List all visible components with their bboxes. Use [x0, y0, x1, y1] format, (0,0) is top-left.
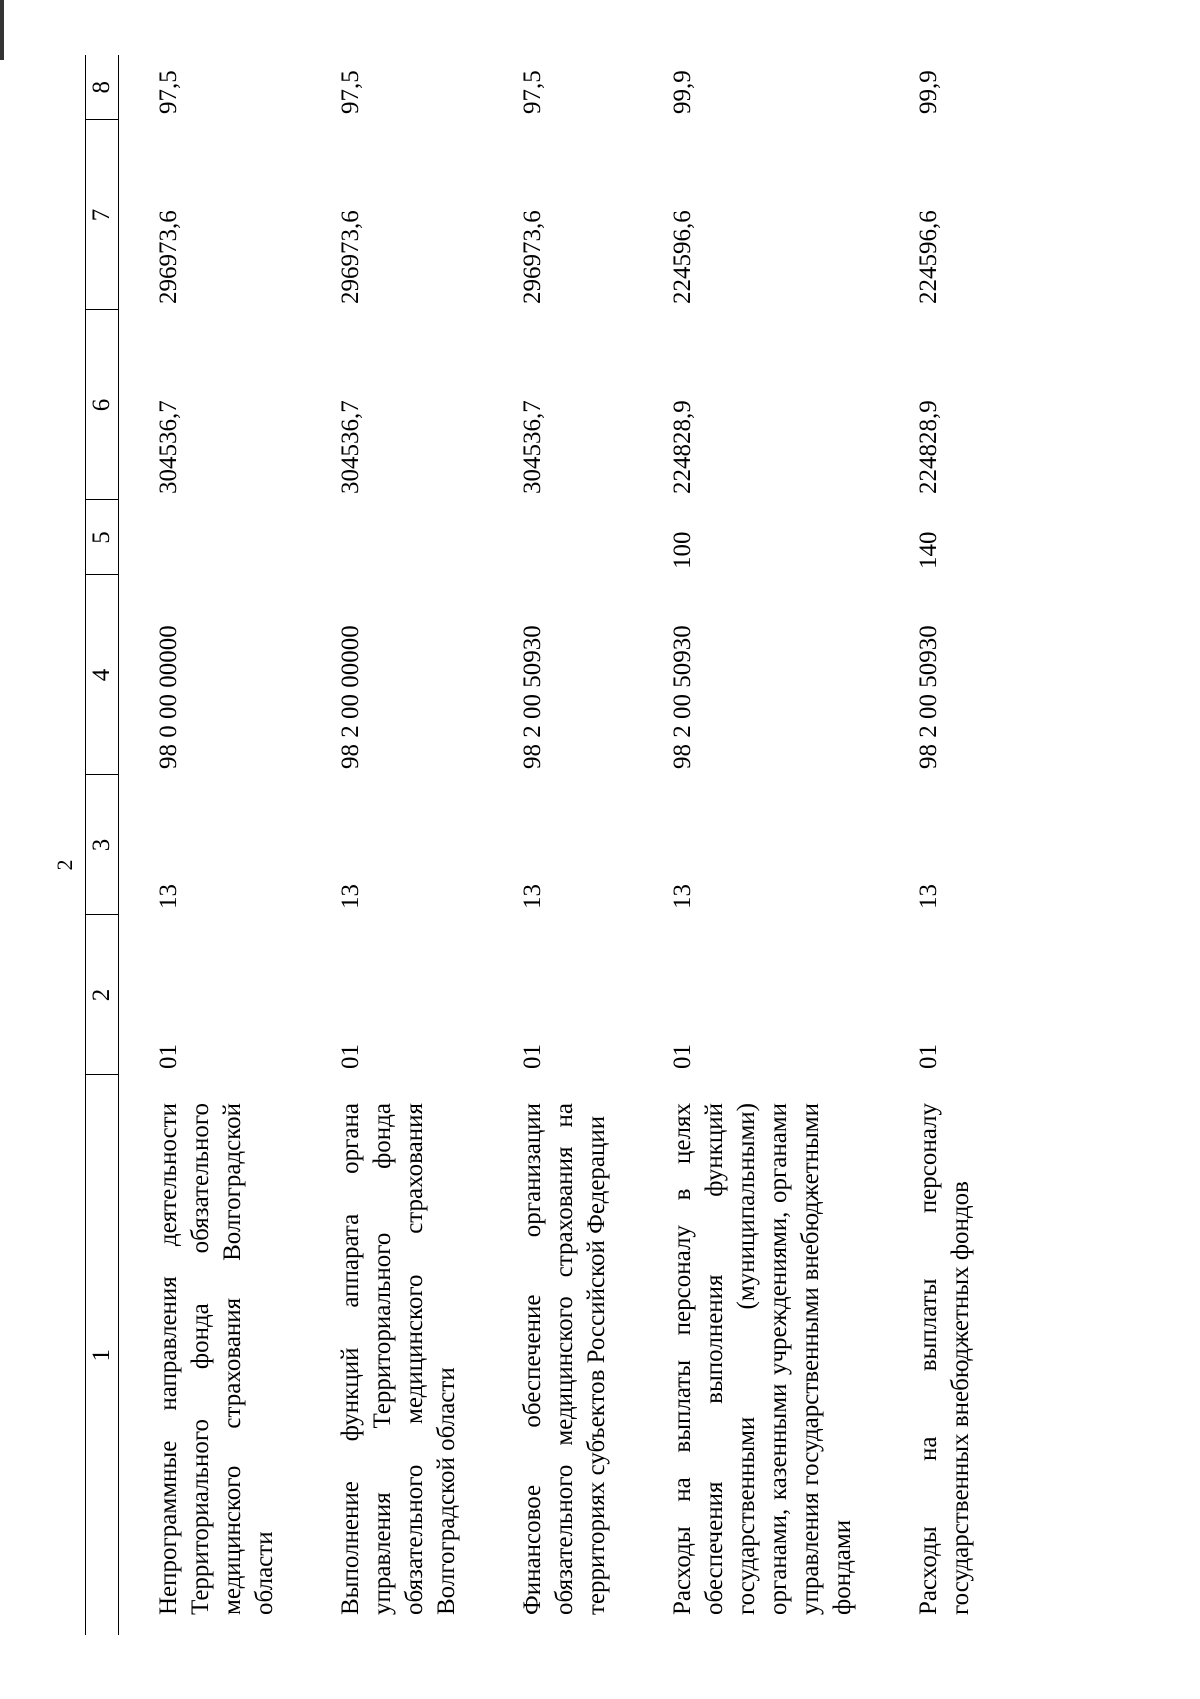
expense-type [119, 500, 302, 575]
table-body [119, 55, 998, 1635]
subsection-code: 13 [155, 884, 182, 909]
percent-executed: 99,9 [669, 70, 696, 114]
table-row [301, 55, 483, 1635]
section-code: 01 [519, 1044, 546, 1069]
scan-edge-mark [0, 0, 4, 60]
plan-amount: 304536,7 [337, 400, 364, 494]
table-row [633, 55, 879, 1635]
plan-amount: 224828,9 [915, 400, 942, 494]
target-article: 98 2 00 50930 [669, 625, 696, 769]
section-code: 01 [915, 1044, 942, 1069]
actual-amount: 296973,6 [519, 210, 546, 304]
header-row [86, 55, 119, 1635]
column-header: 4 [86, 575, 119, 775]
percent-executed: 97,5 [519, 70, 546, 114]
plan-amount: 304536,7 [519, 400, 546, 494]
rotated-page-content [85, 55, 1070, 1635]
page-number: 2 [52, 859, 77, 871]
column-header: 6 [86, 310, 119, 500]
actual-amount: 224596,6 [669, 210, 696, 304]
target-article: 98 2 00 00000 [337, 625, 364, 769]
table-row [483, 55, 633, 1635]
column-header: 1 [86, 1075, 119, 1635]
subsection-code: 13 [915, 884, 942, 909]
budget-table [85, 55, 997, 1635]
table-row [119, 55, 302, 1635]
plan-amount: 304536,7 [155, 400, 182, 494]
percent-executed: 97,5 [155, 70, 182, 114]
row-name: Расходы на выплаты персоналу государственных внебюджетных фондов [915, 1103, 974, 1615]
subsection-code: 13 [337, 884, 364, 909]
row-name: Выполнение функций аппарата органа управления Территориального фонда обязательного медицинского страхования Волгоградской области [337, 1103, 460, 1615]
column-header: 5 [86, 500, 119, 575]
table-header [86, 55, 119, 1635]
row-name: Расходы на выплаты персоналу в целях обеспечения выполнения функций государственными (муниципальными) органами, казенными учреждениями, органами управления государственными внебюджетными фондами [669, 1103, 856, 1615]
target-article: 98 0 00 00000 [155, 625, 182, 769]
target-article: 98 2 00 50930 [519, 625, 546, 769]
subsection-code: 13 [669, 884, 696, 909]
section-code: 01 [337, 1044, 364, 1069]
expense-type: 140 [915, 531, 942, 569]
column-header: 8 [86, 55, 119, 120]
column-header: 3 [86, 775, 119, 915]
section-code: 01 [669, 1044, 696, 1069]
column-header: 7 [86, 120, 119, 310]
row-name: Непрограммные направления деятельности Территориального фонда обязательного медицинского страхования Волгоградской области [155, 1103, 278, 1615]
column-header: 2 [86, 915, 119, 1075]
expense-type [301, 500, 483, 575]
table-row [879, 55, 997, 1635]
percent-executed: 97,5 [337, 70, 364, 114]
expense-type: 100 [669, 531, 696, 569]
row-name: Финансовое обеспечение организации обязательного медицинского страхования на территориях субъектов Российской Федерации [519, 1103, 610, 1615]
plan-amount: 224828,9 [669, 400, 696, 494]
section-code: 01 [155, 1044, 182, 1069]
percent-executed: 99,9 [915, 70, 942, 114]
target-article: 98 2 00 50930 [915, 625, 942, 769]
actual-amount: 296973,6 [155, 210, 182, 304]
expense-type [483, 500, 633, 575]
subsection-code: 13 [519, 884, 546, 909]
actual-amount: 296973,6 [337, 210, 364, 304]
actual-amount: 224596,6 [915, 210, 942, 304]
